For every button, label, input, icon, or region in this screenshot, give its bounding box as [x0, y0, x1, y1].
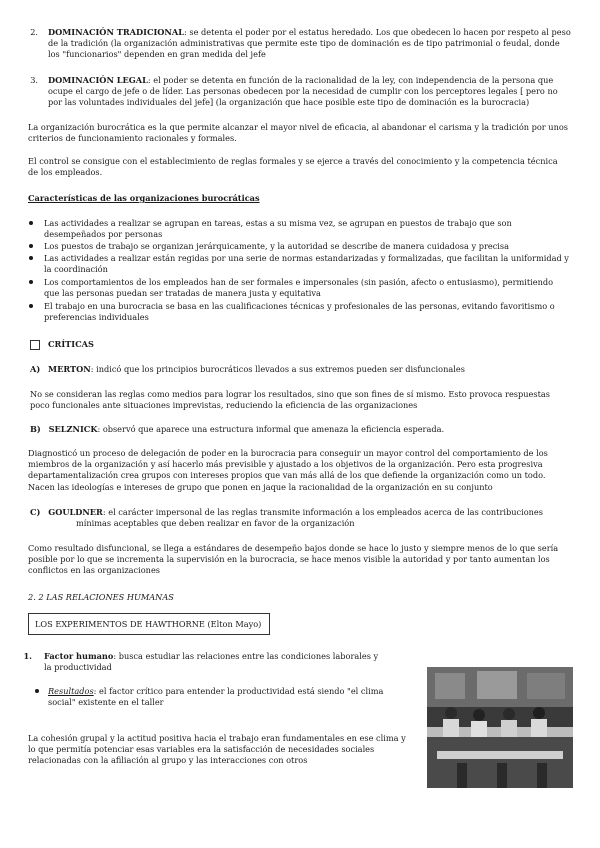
criticas-heading: CRÍTICAS: [48, 339, 94, 349]
list-item: Las actividades a realizar están regidas por una serie de normas estandarizadas y formalizadas, que facilitan la uniformidad y la coordinación: [44, 253, 569, 275]
section-heading: 2. 2 LAS RELACIONES HUMANAS: [28, 592, 174, 602]
critica-text: : indicó que los principios burocráticos llevados a sus extremos pueden ser disfuncionales: [90, 364, 465, 374]
item-number: 1.: [23, 651, 32, 661]
item-term: Resultados: [48, 686, 94, 696]
heading-caracteristicas: Características de las organizaciones burocráticas: [28, 193, 260, 203]
critica-gouldner: [30, 507, 570, 529]
item-text: [44, 651, 384, 673]
paragraph-selznick: Diagnosticó un proceso de delegación de poder en la burocracia para conseguir un mayor control del comportamiento de los miembros de la organización y así hacerlo más previsible y ajustado a los objetivos de la organización. Pero esta progresiva departamentalización crea grupos con intereses propios que van más allá de los que defiende la organización como un todo. Nacen las ideologías e intereses de grupo que ponen en jaque la racionalidad de la organización en su conjunto: [28, 448, 548, 492]
item-term: DOMINACIÓN TRADICIONAL: [48, 27, 185, 37]
critica-label: A): [30, 364, 41, 374]
hawthorne-box: [28, 613, 270, 635]
paragraph-burocratica: La organización burocrática es la que permite alcanzar el mayor nivel de eficacia, al abandonar el carisma y la tradición por unos criterios de funcionamiento racionales y formales.: [28, 122, 568, 144]
list-item: Los comportamientos de los empleados han de ser formales e impersonales (sin pasión, afecto o entusiasmo), permitiendo que las personas puedan ser tratadas de manera justa y equitativa: [44, 277, 554, 299]
item-text: [48, 75, 572, 109]
photo-illustration: [427, 667, 573, 788]
critica-text: : el carácter impersonal de las reglas transmite información a los empleados acerca de las contribuciones mínimas aceptables que deben realizar en favor de la organización: [76, 507, 543, 529]
item-number: 3.: [30, 75, 38, 85]
paragraph-merton: No se consideran las reglas como medios para lograr los resultados, sino que son fines de sí mismo. Esto provoca respuestas poco funcionales ante situaciones imprevistas, reduciendo la eficiencia de las organizaciones: [30, 389, 550, 411]
item-body: : se detenta el poder por el estatus heredado. Los que obedecen lo hacen por respeto al peso de la tradición (la organización administrativas que permite este tipo de dominación es de tipo patrimonial o feudal, donde los "funcionarios" dependen en gran medida del jefe: [48, 27, 571, 60]
item-text: [48, 27, 572, 61]
item-body: : busca estudiar las relaciones entre las condiciones laborales y la productividad: [44, 651, 379, 673]
item-text: [48, 686, 398, 708]
paragraph-gouldner: Como resultado disfuncional, se llega a estándares de desempeño bajos donde se hace lo justo y siempre menos de lo que sería posible por lo que se incrementa la supervisión en la burocracia, se hace menos visible la autoridad y por tanto aumentan los conflictos en las organizaciones: [28, 543, 559, 576]
critica-label: B): [30, 424, 41, 434]
bullet-icon: [28, 241, 34, 247]
item-body: : el poder se detenta en función de la racionalidad de la ley, con independencia de la persona que ocupe el cargo de jefe o de líder. Las personas obedecen por la necesidad de cumplir con los perceptores legales [ pero no por las voluntades individuales del jefe] (la organización que hace posible este tipo de dominación es la burocracia): [48, 75, 558, 108]
bullet-icon: [28, 277, 34, 283]
critica-label: C): [30, 507, 41, 517]
critica-name: GOULDNER: [48, 507, 103, 517]
item-term: Factor humano: [44, 651, 114, 661]
item-body: : el factor crítico para entender la productividad está siendo "el clima social" existente en el taller: [48, 686, 384, 708]
hawthorne-title: LOS EXPERIMENTOS DE HAWTHORNE (Elton Mayo): [35, 619, 262, 629]
paragraph-control: El control se consigue con el establecimiento de reglas formales y se ejerce a través del conocimiento y la competencia técnica de los empleados.: [28, 156, 558, 178]
bullet-icon: [28, 218, 34, 224]
critica-merton: [30, 364, 570, 375]
critica-name: MERTON: [48, 364, 91, 374]
checkbox-icon: [30, 340, 40, 350]
critica-name: SELZNICK: [48, 424, 98, 434]
bullet-icon: [28, 301, 34, 307]
list-item: Los puestos de trabajo se organizan jerárquicamente, y la autoridad se describe de manera cuidadosa y precisa: [44, 241, 509, 251]
critica-selznick: [30, 424, 570, 435]
bullet-icon: [34, 686, 40, 692]
bullet-icon: [28, 253, 34, 259]
item-term: DOMINACIÓN LEGAL: [48, 75, 148, 85]
item-number: 2.: [30, 27, 38, 37]
list-item: El trabajo en una burocracia se basa en las cualificaciones técnicas y profesionales de las personas, evitando favoritismo o preferencias individuales: [44, 301, 555, 323]
list-item: Las actividades a realizar se agrupan en tareas, estas a su misma vez, se agrupan en puestos de trabajo que son desempeñados por personas: [44, 218, 512, 240]
paragraph-cohesion: La cohesión grupal y la actitud positiva hacia el trabajo eran fundamentales en ese clima y lo que permitía potenciar esas variables era la satisfacción de necesidades sociales relacionadas con la afiliación al grupo y las interacciones con otros: [28, 733, 406, 766]
critica-text: : observó que aparece una estructura informal que amenaza la eficiencia esperada.: [97, 424, 445, 434]
hawthorne-photo: [427, 667, 573, 788]
